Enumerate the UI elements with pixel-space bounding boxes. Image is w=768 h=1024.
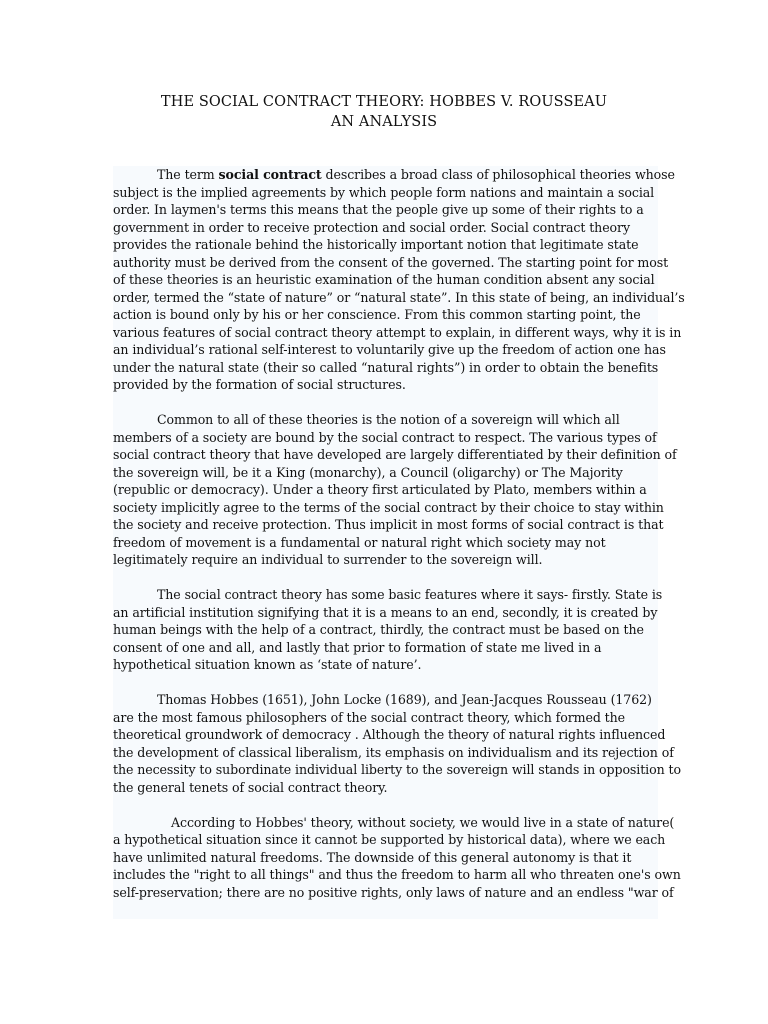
paragraph bbox=[113, 814, 681, 902]
document-body bbox=[113, 166, 685, 919]
paragraph-line: hypothetical situation known as ‘state of nature’. bbox=[113, 657, 422, 672]
paragraph-line bbox=[113, 166, 675, 184]
paragraph-line: self-preservation; there are no positive rights, only laws of nature and an endless "war of bbox=[113, 884, 674, 900]
paragraph bbox=[113, 166, 685, 394]
paragraph-line: an individual’s rational self-interest to voluntarily give up the freedom of action one has bbox=[113, 342, 666, 357]
paragraph-line: legitimately require an individual to surrender to the sovereign will. bbox=[113, 552, 543, 567]
paragraph-line bbox=[113, 411, 658, 429]
paragraph-line: of these theories is an heuristic examination of the human condition absent any social bbox=[113, 272, 655, 287]
paragraph-line: the necessity to subordinate individual liberty to the sovereign will stands in opposition to bbox=[113, 762, 681, 777]
bold-term: social contract bbox=[218, 167, 322, 182]
paragraph-line: (republic or democracy). Under a theory first articulated by Plato, members within a bbox=[113, 482, 647, 497]
title-line-1: THE SOCIAL CONTRACT THEORY: HOBBES V. ROUSSEAU bbox=[160, 94, 608, 110]
paragraph-line: are the most famous philosophers of the social contract theory, which formed the bbox=[113, 709, 626, 725]
paragraph-line: society implicitly agree to the terms of the social contract by their choice to stay within bbox=[113, 499, 664, 515]
paragraph-line: the sovereign will, be it a King (monarchy), a Council (oligarchy) or The Majority bbox=[113, 464, 623, 480]
paragraph-line: a hypothetical situation since it cannot be supported by historical data), where we each bbox=[113, 832, 666, 847]
paragraph-line: government in order to receive protection and social order. Social contract theory bbox=[113, 219, 630, 235]
text-run: According to Hobbes' theory, without society, we would live in a state of nature( bbox=[171, 814, 675, 830]
paragraph-line: authority must be derived from the consent of the governed. The starting point for most bbox=[113, 254, 669, 270]
paragraph-line bbox=[113, 586, 663, 604]
paragraph-line: provided by the formation of social structures. bbox=[113, 377, 406, 392]
paragraph bbox=[113, 411, 677, 569]
paragraph-line: order, termed the “state of nature” or “natural state”. In this state of being, an individual’s bbox=[113, 289, 685, 305]
paragraph-line: members of a society are bound by the social contract to respect. The various types of bbox=[113, 429, 657, 445]
paragraph-line: various features of social contract theory attempt to explain, in different ways, why it is in bbox=[113, 324, 682, 340]
paragraph-line: the general tenets of social contract theory. bbox=[113, 779, 388, 795]
paragraph-line: theoretical groundwork of democracy . Although the theory of natural rights influenced bbox=[113, 727, 666, 742]
paragraph-line: human beings with the help of a contract, thirdly, the contract must be based on the bbox=[113, 622, 644, 637]
paragraph-line: an artificial institution signifying that it is a means to an end, secondly, it is created by bbox=[113, 604, 658, 620]
paragraph-line: the society and receive protection. Thus implicit in most forms of social contract is that bbox=[113, 517, 664, 532]
paragraph-line: provides the rationale behind the historically important notion that legitimate state bbox=[113, 237, 639, 252]
document-title bbox=[0, 92, 768, 132]
paragraph bbox=[113, 691, 681, 796]
paragraph bbox=[113, 586, 663, 674]
text-run: Common to all of these theories is the notion of a sovereign will which all bbox=[157, 412, 620, 427]
paragraph-line: includes the "right to all things" and thus the freedom to harm all who threaten one's own bbox=[113, 867, 681, 882]
text-run: The term bbox=[157, 167, 219, 182]
paragraph-line: action is bound only by his or her conscience. From this common starting point, the bbox=[113, 307, 641, 322]
paragraph-line: the development of classical liberalism, its emphasis on individualism and its rejection of bbox=[113, 744, 674, 760]
paragraph-line bbox=[113, 814, 675, 832]
paragraph-line: social contract theory that have developed are largely differentiated by their definition of bbox=[113, 447, 677, 462]
paragraph-line: freedom of movement is a fundamental or natural right which society may not bbox=[113, 534, 606, 550]
paragraph-line: under the natural state (their so called “natural rights”) in order to obtain the benefits bbox=[113, 359, 659, 375]
title-line-2: AN ANALYSIS bbox=[330, 114, 438, 130]
paragraph-line: consent of one and all, and lastly that prior to formation of state me lived in a bbox=[113, 639, 602, 655]
paragraph-line bbox=[113, 691, 658, 709]
paragraph-line: order. In laymen's terms this means that the people give up some of their rights to a bbox=[113, 202, 644, 217]
paragraph-line: subject is the implied agreements by which people form nations and maintain a social bbox=[113, 184, 655, 200]
paragraph-line: have unlimited natural freedoms. The downside of this general autonomy is that it bbox=[113, 849, 632, 865]
text-run: Thomas Hobbes (1651), John Locke (1689), and Jean-Jacques Rousseau (1762) bbox=[157, 692, 652, 707]
text-run: The social contract theory has some basic features where it says- firstly. State is bbox=[157, 587, 663, 602]
text-run: describes a broad class of philosophical theories whose bbox=[321, 167, 675, 182]
